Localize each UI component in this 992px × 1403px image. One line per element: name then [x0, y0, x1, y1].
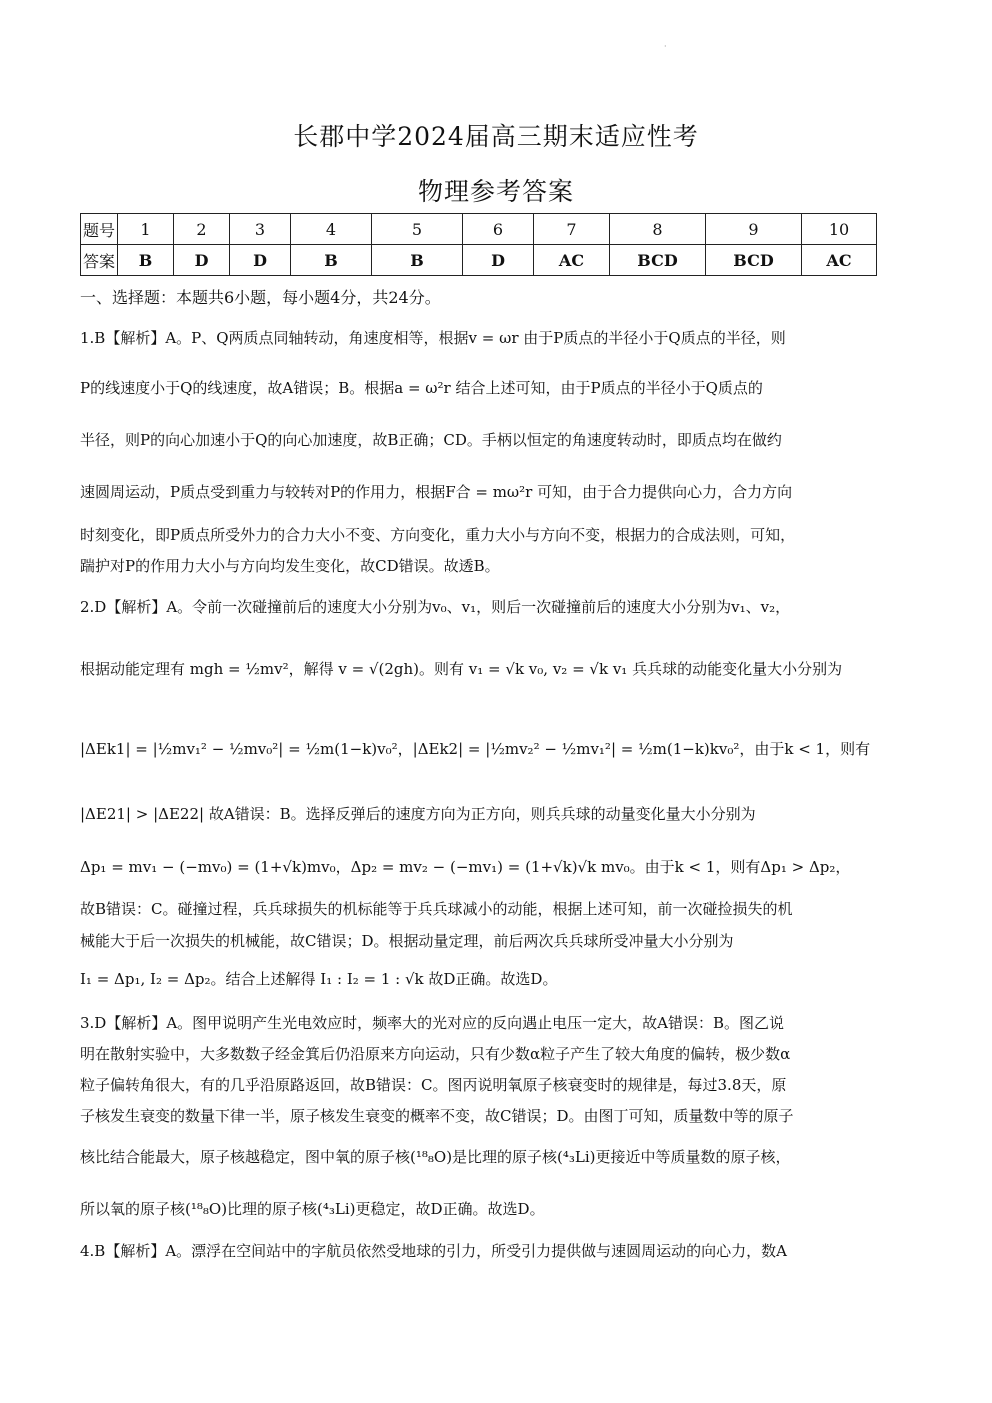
- text-line: |ΔE21| > |ΔE22| 故A错误：B。选择反弹后的速度方向为正方向，则兵兵球的动量变化量大小分别为: [80, 805, 756, 823]
- text-line: 所以氧的原子核(¹⁸₈O)比理的原子核(⁴₃Li)更稳定，故D正确。故选D。: [80, 1200, 545, 1218]
- text-line: P的线速度小于Q的线速度，故A错误；B。根据a = ω²r 结合上述可知，由于P质点的半径小于Q质点的: [80, 379, 763, 397]
- answer-table-answer-row: [81, 245, 877, 276]
- question-number: 8: [610, 214, 706, 245]
- question-number: 5: [372, 214, 463, 245]
- text-line: I₁ = Δp₁, I₂ = Δp₂。结合上述解得 I₁ : I₂ = 1 : √k 故D正确。故选D。: [80, 970, 558, 988]
- text-line: 子核发生衰变的数量下律一半，原子核发生衰变的概率不变，故C错误；D。由图丁可知，质量数中等的原子: [80, 1107, 794, 1125]
- answer-cell: BCD: [610, 245, 706, 276]
- text-line: 1.B【解析】A。P、Q两质点同轴转动，角速度相等，根据v = ωr 由于P质点的半径小于Q质点的半径，则: [80, 329, 786, 347]
- question-number: 1: [118, 214, 174, 245]
- row-label: 题号: [81, 214, 118, 245]
- text-line: 械能大于后一次损失的机械能，故C错误；D。根据动量定理，前后两次兵兵球所受冲量大小分别为: [80, 932, 734, 950]
- question-number: 9: [706, 214, 802, 245]
- text-line: 速圆周运动，P质点受到重力与较转对P的作用力，根据F合 = mω²r 可知，由于合力提供向心力，合力方向: [80, 483, 793, 501]
- answer-cell: D: [230, 245, 291, 276]
- text-line: 4.B【解析】A。漂浮在空间站中的字航员依然受地球的引力，所受引力提供做与速圆周运动的向心力，数A: [80, 1242, 788, 1260]
- answer-cell: D: [463, 245, 534, 276]
- question-number: 10: [802, 214, 877, 245]
- page-title: 长郡中学2024届高三期末适应性考: [293, 122, 699, 151]
- answer-table: [80, 213, 877, 276]
- answer-table-number-row: [81, 214, 877, 245]
- text-line: 粒子偏转角很大，有的几乎沿原路返回，故B错误：C。图丙说明氧原子核衰变时的规律是，每过3.8天，原: [80, 1076, 787, 1094]
- text-line: |ΔEk1| = |½mv₁² − ½mv₀²| = ½m(1−k)v₀²，|ΔEk2| = |½mv₂² − ½mv₁²| = ½m(1−k)kv₀²，由于k < 1，则有: [80, 740, 871, 758]
- question-number: 4: [291, 214, 372, 245]
- text-line: Δp₁ = mv₁ − (−mv₀) = (1+√k)mv₀，Δp₂ = mv₂ − (−mv₁) = (1+√k)√k mv₀。由于k < 1，则有Δp₁ > Δp₂，: [80, 858, 851, 876]
- question-number: 2: [174, 214, 230, 245]
- text-line: 明在散射实验中，大多数数子经金箕后仍沿原来方向运动，只有少数α粒子产生了较大角度的偏转，极少数α: [80, 1045, 791, 1063]
- page-subtitle: 物理参考答案: [417, 177, 574, 206]
- answer-cell: D: [174, 245, 230, 276]
- page-mark: ·: [664, 42, 667, 51]
- text-line: 踹护对P的作用力大小与方向均发生变化，故CD错误。故透B。: [80, 557, 500, 575]
- text-line: 3.D【解析】A。图甲说明产生光电效应时，频率大的光对应的反向遇止电压一定大，故A错误：B。图乙说: [80, 1014, 785, 1032]
- answer-cell: AC: [802, 245, 877, 276]
- text-line: 2.D【解析】A。令前一次碰撞前后的速度大小分别为v₀、v₁，则后一次碰撞前后的速度大小分别为v₁、v₂，: [80, 598, 791, 616]
- text-line: 半径，则P的向心加速小于Q的向心加速度，故B正确；CD。手柄以恒定的角速度转动时，即质点均在做约: [80, 431, 782, 449]
- question-number: 7: [534, 214, 610, 245]
- text-line: 时刻变化，即P质点所受外力的合力大小不变、方向变化，重力大小与方向不变，根据力的合成法则，可知，: [80, 526, 796, 544]
- question-number: 3: [230, 214, 291, 245]
- section-heading: 一、选择题：本题共6小题，每小题4分，共24分。: [80, 288, 441, 307]
- answer-cell: B: [372, 245, 463, 276]
- answer-cell: AC: [534, 245, 610, 276]
- text-line: 根据动能定理有 mgh = ½mv²，解得 v = √(2gh)。则有 v₁ = √k v₀, v₂ = √k v₁ 兵兵球的动能变化量大小分别为: [80, 660, 843, 678]
- text-line: 核比结合能最大，原子核越稳定，图中氧的原子核(¹⁸₈O)是比理的原子核(⁴₃Li)更接近中等质量数的原子核，: [80, 1148, 791, 1166]
- answer-cell: BCD: [706, 245, 802, 276]
- row-label: 答案: [81, 245, 118, 276]
- text-line: 故B错误：C。碰撞过程，兵兵球损失的机标能等于兵兵球减小的动能，根据上述可知，前一次碰捡损失的机: [80, 900, 793, 918]
- answer-cell: B: [291, 245, 372, 276]
- question-number: 6: [463, 214, 534, 245]
- answer-cell: B: [118, 245, 174, 276]
